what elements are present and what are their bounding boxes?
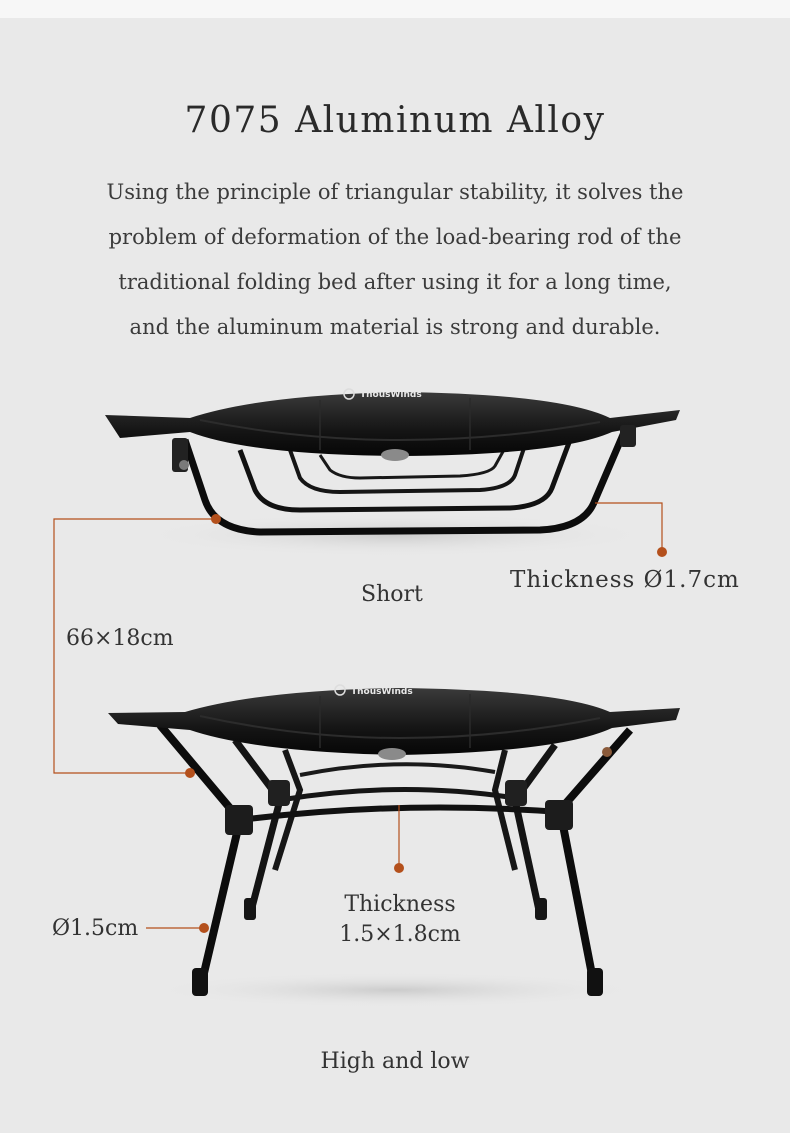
thickness-bottom-line: 1.5×1.8cm — [339, 922, 461, 947]
thickness-bottom-line: Thickness — [344, 892, 456, 917]
description-line: Using the principle of triangular stability, it solves the — [106, 180, 684, 204]
size-label: 66×18cm — [66, 626, 174, 651]
description-line: traditional folding bed after using it for a long time, — [118, 270, 672, 294]
page-title: 7075 Aluminum Alloy — [184, 100, 606, 141]
callout-dot — [657, 547, 667, 557]
thickness-top-label: Thickness Ø1.7cm — [510, 567, 740, 593]
callout-dot — [211, 514, 221, 524]
description-line: problem of deformation of the load-bearing rod of the — [108, 225, 682, 249]
description-line: and the aluminum material is strong and durable. — [129, 315, 661, 339]
brand-print: ThousWinds — [351, 687, 413, 697]
brand-print: ThousWinds — [360, 390, 422, 400]
callout-dot — [199, 923, 209, 933]
thickness-bottom-label — [300, 890, 500, 950]
callout-dot — [394, 863, 404, 873]
leg-diameter-label: Ø1.5cm — [52, 916, 139, 941]
short-label: Short — [361, 582, 423, 607]
tall-cot-image — [108, 685, 680, 1008]
short-cot-image — [105, 389, 680, 557]
callout-dot — [185, 768, 195, 778]
high-low-label: High and low — [320, 1049, 470, 1074]
